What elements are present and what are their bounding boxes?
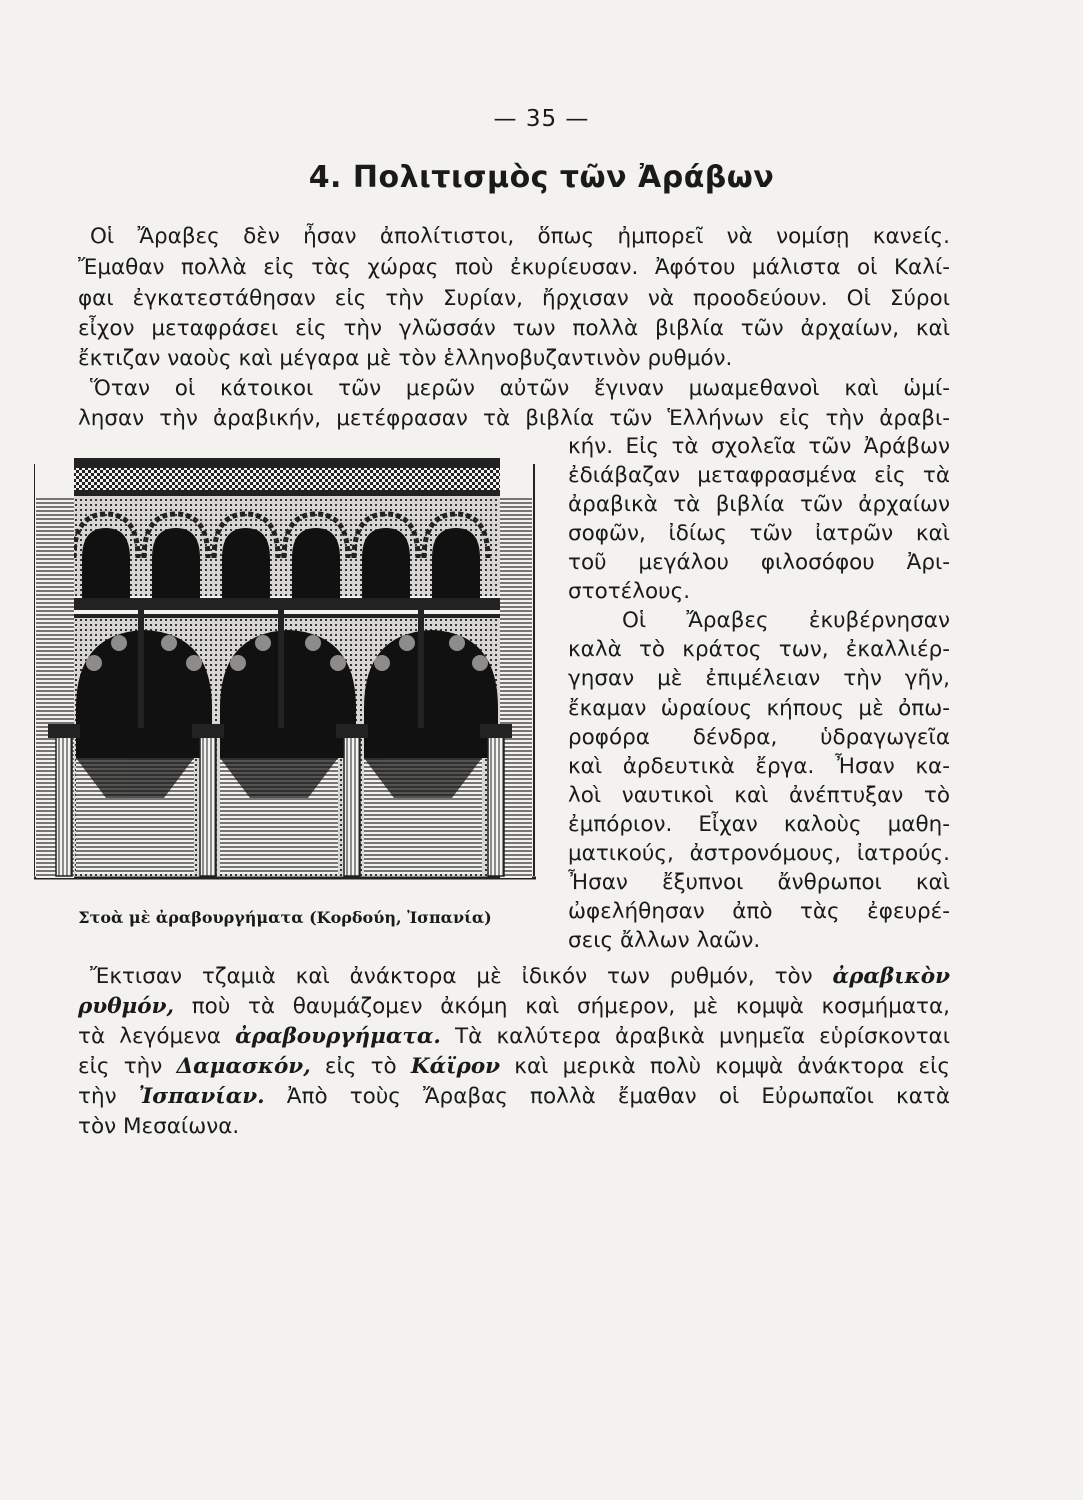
text-line: σεις ἄλλων λαῶν. bbox=[568, 928, 761, 953]
text-line: λησαν τὴν ἀραβικήν, μετέφρασαν τὰ βιβλία τῶν Ἑλλήνων εἰς τὴν ἀραβι- bbox=[78, 406, 950, 431]
text-line: τοῦ μεγάλου φιλοσόφου Ἀρι- bbox=[568, 550, 950, 575]
text-line: ἐμπόριον. Εἶχαν καλοὺς μαθη- bbox=[568, 812, 950, 837]
emphasized-term: Δαμασκόν, bbox=[176, 1054, 311, 1079]
figure-caption: Στοὰ μὲ ἀραβουργήματα (Κορδούη, Ἰσπανία) bbox=[78, 908, 492, 927]
text-span: ποὺ τὰ θαυμάζομεν ἀκόμη καὶ σήμερον, μὲ κομψὰ κοσμήματα, bbox=[174, 994, 950, 1019]
section-title: 4. Πολιτισμὸς τῶν Ἀράβων bbox=[308, 160, 775, 195]
text-line: Οἱ Ἄραβες ἐκυβέρνησαν bbox=[622, 608, 950, 633]
text-line: ἔκτιζαν ναοὺς καὶ μέγαρα μὲ τὸν ἑλληνοβυζαντινὸν ρυθμόν. bbox=[78, 346, 733, 371]
text-line: ροφόρα δένδρα, ὑδραγωγεῖα bbox=[568, 725, 950, 750]
emphasized-term: ρυθμόν, bbox=[78, 994, 175, 1019]
arcade-illustration bbox=[34, 458, 536, 890]
text-span: Ἔκτισαν τζαμιὰ καὶ ἀνάκτορα μὲ ἰδικόν των ρυθμόν, τὸν bbox=[90, 964, 833, 989]
text-line bbox=[78, 1052, 950, 1082]
text-span: τὰ λεγόμενα bbox=[78, 1024, 236, 1049]
emphasized-term: Κάϊρον bbox=[410, 1054, 501, 1079]
emphasized-term: Ἰσπανίαν. bbox=[138, 1084, 265, 1109]
text-line: τὸν Μεσαίωνα. bbox=[78, 1114, 240, 1139]
text-span: Ἀπὸ τοὺς Ἄραβας πολλὰ ἔμαθαν οἱ Εὐρωπαῖοι κατὰ bbox=[264, 1084, 950, 1109]
text-line: ματικούς, ἀστρονόμους, ἰατρούς. bbox=[568, 841, 950, 866]
text-line bbox=[78, 1082, 950, 1112]
text-line: κήν. Εἰς τὰ σχολεῖα τῶν Ἀράβων bbox=[568, 434, 950, 459]
text-line: γησαν μὲ ἐπιμέλειαν τὴν γῆν, bbox=[568, 666, 950, 691]
text-line: ὠφελήθησαν ἀπὸ τὰς ἐφευρέ- bbox=[568, 899, 950, 924]
text-line: Ὅταν οἱ κάτοικοι τῶν μερῶν αὐτῶν ἔγιναν μωαμεθανοὶ καὶ ὡμί- bbox=[90, 376, 950, 401]
text-line: καλὰ τὸ κράτος των, ἐκαλλιέρ- bbox=[568, 637, 950, 662]
text-line bbox=[78, 992, 950, 1022]
text-line: στοτέλους. bbox=[568, 579, 691, 604]
text-line bbox=[90, 962, 950, 992]
text-line: εἶχον μεταφράσει εἰς τὴν γλῶσσάν των πολλὰ βιβλία τῶν ἀρχαίων, καὶ bbox=[78, 316, 950, 341]
text-span: τὴν bbox=[78, 1084, 139, 1109]
emphasized-term: ἀραβουργήματα. bbox=[235, 1024, 441, 1049]
text-line: καὶ ἀρδευτικὰ ἔργα. Ἦσαν κα- bbox=[568, 754, 950, 779]
text-span: εἰς τὸ bbox=[310, 1054, 411, 1079]
text-line: ἔκαμαν ὡραίους κήπους μὲ ὀπω- bbox=[568, 696, 950, 721]
text-line: σοφῶν, ἰδίως τῶν ἰατρῶν καὶ bbox=[568, 521, 950, 546]
emphasized-term: ἀραβικὸν bbox=[832, 964, 950, 989]
page-number: — 35 — bbox=[493, 106, 590, 132]
text-span: εἰς τὴν bbox=[78, 1054, 177, 1079]
text-line: Ἦσαν ἔξυπνοι ἄνθρωποι καὶ bbox=[568, 870, 950, 895]
text-span: Τὰ καλύτερα ἀραβικὰ μνημεῖα εὑρίσκονται bbox=[440, 1024, 950, 1049]
text-line: φαι ἐγκατεστάθησαν εἰς τὴν Συρίαν, ἤρχισαν νὰ προοδεύουν. Οἱ Σύροι bbox=[78, 286, 950, 311]
text-line: λοὶ ναυτικοὶ καὶ ἀνέπτυξαν τὸ bbox=[568, 783, 950, 808]
text-span: καὶ μερικὰ πολὺ κομψὰ ἀνάκτορα εἰς bbox=[500, 1054, 950, 1079]
text-line: Οἱ Ἄραβες δὲν ἦσαν ἀπολίτιστοι, ὅπως ἠμπορεῖ νὰ νομίσῃ κανείς. bbox=[90, 224, 950, 249]
text-line: ἀραβικὰ τὰ βιβλία τῶν ἀρχαίων bbox=[568, 492, 950, 517]
text-line bbox=[78, 1022, 950, 1052]
text-line: ἐδιάβαζαν μεταφρασμένα εἰς τὰ bbox=[568, 463, 950, 488]
text-line: Ἔμαθαν πολλὰ εἰς τὰς χώρας ποὺ ἐκυρίευσαν. Ἀφότου μάλιστα οἱ Καλί- bbox=[78, 255, 950, 280]
